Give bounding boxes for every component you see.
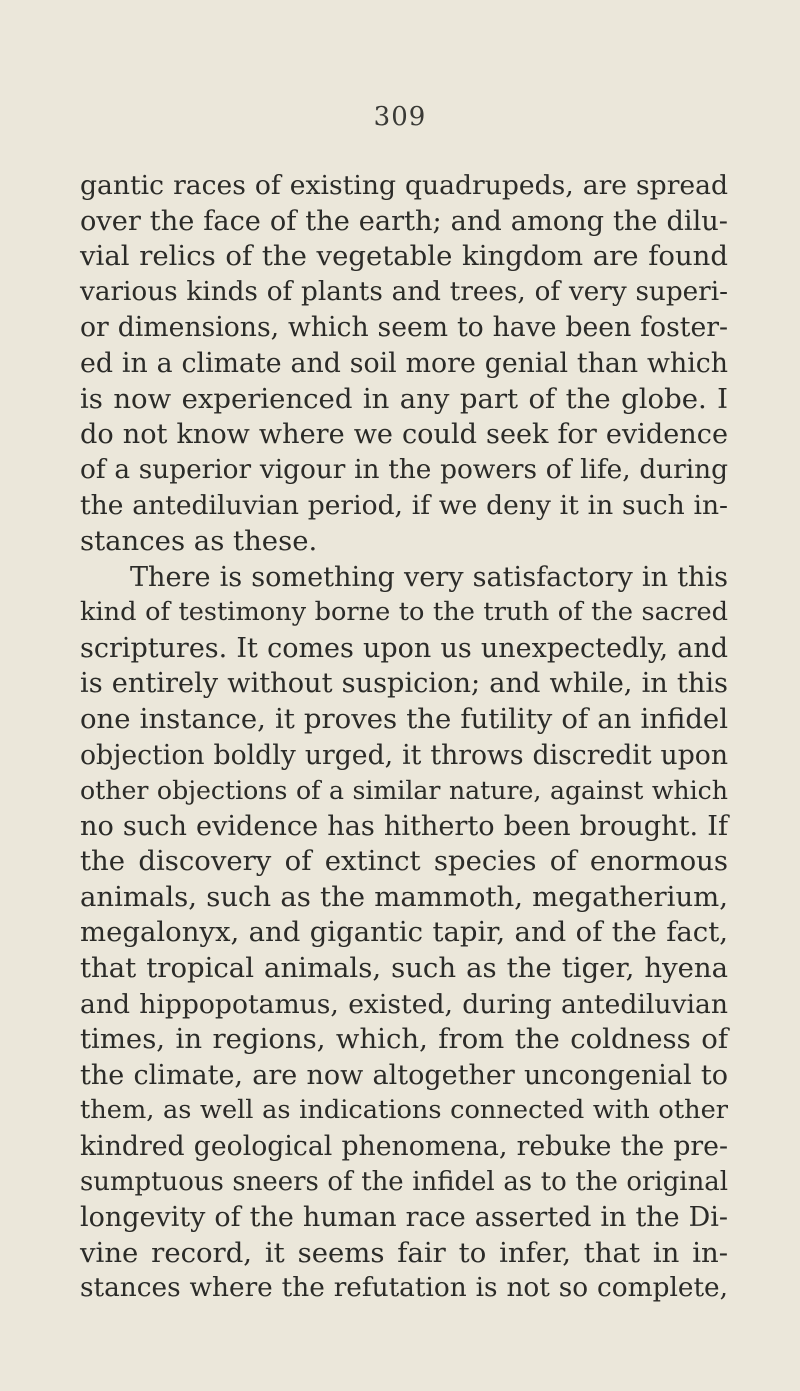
text-line: one instance, it proves the futility of an infidel: [80, 702, 728, 735]
text-line: or dimensions, which seem to have been foster-: [80, 312, 728, 344]
text-line: vine record, it seems fair to infer, that in in-: [80, 1236, 728, 1269]
text-line: that tropical animals, such as the tiger, hyena: [80, 952, 728, 985]
text-line: gantic races of existing quadrupeds, are spread: [80, 170, 728, 201]
text-line: is entirely without suspicion; and while, in this: [80, 668, 728, 700]
text-line: stances where the refutation is not so complete,: [80, 1273, 728, 1304]
text-line: other objections of a similar nature, against which: [80, 776, 728, 806]
text-line: times, in regions, which, from the coldness of: [80, 1023, 728, 1056]
text-line: of a superior vigour in the powers of life, during: [80, 454, 728, 485]
text-line: the antediluvian period, if we deny it in such in-: [80, 490, 728, 522]
text-line: over the face of the earth; and among the dilu-: [80, 205, 728, 237]
page-number: 309: [373, 102, 427, 132]
text-line: and hippopotamus, existed, during antediluvian: [80, 988, 728, 1020]
text-line: ed in a climate and soil more genial than which: [80, 347, 728, 379]
text-line: is now experienced in any part of the globe. I: [80, 382, 728, 415]
text-line: them, as well as indications connected with other: [80, 1095, 728, 1126]
text-line: vial relics of the vegetable kingdom are found: [80, 240, 728, 273]
text-line: do not know where we could seek for evidence: [80, 419, 728, 451]
text-line: sumptuous sneers of the infidel as to the original: [80, 1166, 728, 1197]
text-line: scriptures. It comes upon us unexpectedly, and: [80, 632, 728, 664]
text-line: There is something very satisfactory in this: [130, 561, 728, 593]
body-text: [80, 168, 728, 1307]
text-line: no such evidence has hitherto been brought. If: [80, 810, 728, 842]
text-line: animals, such as the mammoth, megatherium,: [80, 880, 728, 913]
text-line: kindred geological phenomena, rebuke the pre-: [80, 1131, 728, 1163]
text-line: various kinds of plants and trees, of very superi-: [80, 276, 728, 307]
text-line: kind of testimony borne to the truth of the sacred: [80, 597, 728, 628]
text-line: objection boldly urged, it throws discredit upon: [80, 739, 728, 771]
text-line: longevity of the human race asserted in the Di-: [80, 1202, 728, 1234]
text-line: megalonyx, and gigantic tapir, and of the fact,: [80, 916, 728, 949]
text-line: the climate, are now altogether uncongenial to: [80, 1059, 728, 1091]
text-line: the discovery of extinct species of enormous: [80, 845, 728, 878]
text-line: stances as these.: [80, 524, 318, 557]
